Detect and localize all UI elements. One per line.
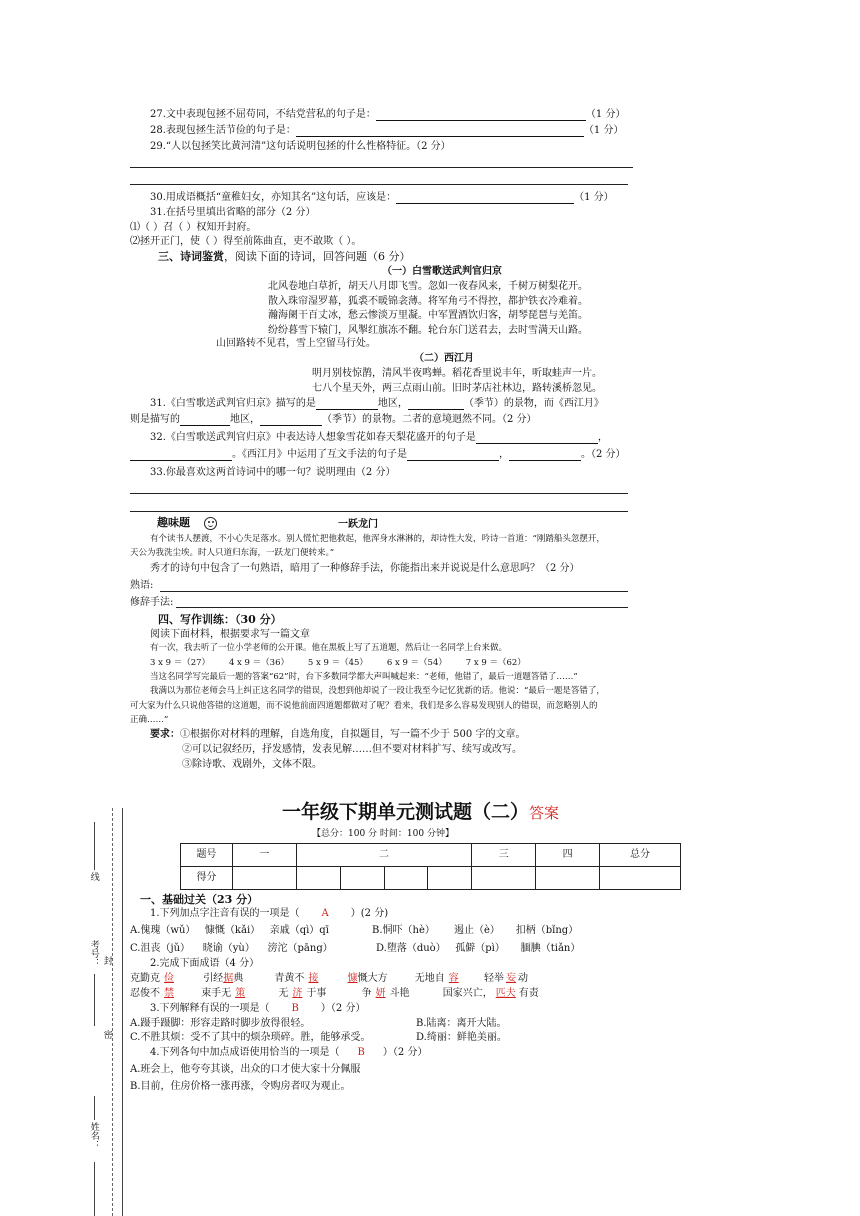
answer-meta: 【总分：100 分 时间：100 分钟】 <box>312 829 454 839</box>
writing-requirement-1: 要求：①根据你对材料的理解，自选角度，自拟题目，写一篇不少于 500 字的文章。 <box>150 729 526 740</box>
q1-option-d: D.堕落（duò） 孤僻（pì） 腼腆（tiǎn） <box>376 943 581 954</box>
answer-choice: B <box>291 1003 299 1014</box>
poetry-question-31: 31.《白雪歌送武判官归京》描写的是 地区， （季节）的景物，而《西江月》 <box>150 398 604 409</box>
answer-choice: A <box>321 908 329 919</box>
side-label-mi: 密 <box>101 1030 112 1039</box>
side-label-feng: 封 <box>101 956 112 965</box>
score-cell[interactable] <box>536 867 600 890</box>
answer-q4: 4.下列各句中加点成语使用恰当的一项是（ B ）（2 分） <box>150 1047 428 1058</box>
poem1-title: （一）白雪歌送武判官归京 <box>382 266 502 277</box>
margin-line <box>122 808 123 1216</box>
score-header: 三 <box>472 844 536 867</box>
poem-line: 纷纷暮雪下辕门，风掣红旗冻不翻。轮台东门送君去，去时雪满天山路。 <box>268 324 588 336</box>
question-27: 27.文中表现包拯不屈苟同，不结党营私的句子是： （1 分） <box>150 109 626 120</box>
poetry-question-31-cont: 则是描写的 地区， （季节）的景物。二者的意境迥然不同。（2 分） <box>130 414 537 425</box>
score-header: 题号 <box>181 844 233 867</box>
poem1-body <box>268 280 588 338</box>
q3-option-c: C.不胜其烦：受不了其中的烦杂琐碎。胜，能够承受。 <box>130 1032 371 1043</box>
answer-title: 一年级下期单元测试题（二）答案 <box>282 801 560 823</box>
idiom-answer-line[interactable] <box>160 591 628 592</box>
score-cell[interactable] <box>600 867 681 890</box>
writing-paragraph: 当这名同学写完最后一题的答案“62”时，台下多数同学都大声叫喊起来：“老师，他错了，最后一道题答错了……” <box>150 672 578 682</box>
score-cell[interactable] <box>472 867 536 890</box>
answer-blank[interactable] <box>180 415 230 426</box>
answer-blank[interactable] <box>509 450 581 461</box>
score-cell[interactable] <box>296 867 340 890</box>
writing-equations: 3 x 9 ＝（27） 4 x 9 ＝（36） 5 x 9 ＝（45） 6 x 9 ＝（54） 7 x 9 ＝（62） <box>150 658 526 668</box>
answer-blank[interactable] <box>396 193 574 204</box>
side-line <box>94 974 95 1026</box>
poem2-body <box>312 367 602 396</box>
rhetoric-answer-line[interactable] <box>176 607 628 608</box>
q3-option-d: D.绮丽：鲜艳美丽。 <box>416 1032 507 1043</box>
poetry-question-32: 32.《白雪歌送武判官归京》中表达诗人想象雪花如春天梨花盛开的句子是 ， <box>150 432 608 443</box>
question-31-item-2: ⑵拯开正门，使（ ）得至前陈曲直，吏不敢欺（ ）。 <box>130 236 362 247</box>
fun-text: 天公为我洗尘埃。时人只道归东海，一跃龙门便转来。” <box>130 548 335 558</box>
answer-q3: 3.下列解释有误的一项是（ B ）（2 分） <box>150 1003 366 1014</box>
score-header: 总分 <box>600 844 681 867</box>
side-label-kaohao: 考号： <box>88 940 99 967</box>
q1-option-c: C.沮丧（jǔ） 晓谕（yù） 滂沱（pāng） <box>130 943 333 954</box>
writing-paragraph: 正确……” <box>130 715 169 725</box>
side-label-xian: 线 <box>88 872 99 881</box>
answer-line[interactable] <box>130 493 628 494</box>
score-table <box>180 843 681 890</box>
answer-line[interactable] <box>130 167 633 168</box>
writing-heading: 四、写作训练：（30 分） <box>158 613 282 626</box>
writing-requirement-2: ②可以记叙经历，抒发感情，发表见解……但不要对材料扩写、续写或改写。 <box>182 744 522 755</box>
idiom-row-2: 忍俊不 禁 束手无 策 无 济 于事 争 妍 斗艳 国家兴亡， 匹夫 有责 <box>130 988 539 999</box>
q3-option-b: B.陆离：离开大陆。 <box>416 1018 507 1029</box>
score-header: 四 <box>536 844 600 867</box>
fun-text: 有个读书人摆渡，不小心失足落水。别人慌忙把他救起，他浑身水淋淋的，却诗性大发，吟诗一首道：“刚踏船头忽摆开， <box>150 534 605 544</box>
q4-option-b: B.目前，住房价格一涨再涨，令购房者叹为观止。 <box>130 1081 351 1092</box>
score-cell[interactable] <box>384 867 428 890</box>
score-row-label: 得分 <box>181 867 233 890</box>
poem-line: 瀚海阑干百丈冰，愁云惨淡万里凝。中军置酒饮归客，胡琴琵琶与羌笛。 <box>268 310 588 321</box>
answer-q2: 2.完成下面成语（4 分） <box>150 958 260 969</box>
fun-heading: 趣味题 <box>157 516 217 530</box>
poem-line: 散入珠帘湿罗幕，狐裘不暖锦衾薄。将军角弓不得控，都护铁衣冷难着。 <box>268 295 588 307</box>
answer-blank[interactable] <box>296 126 584 137</box>
answer-line[interactable] <box>130 511 628 512</box>
writing-paragraph: 有一次，我去听了一位小学老师的公开课。他在黑板上写了五道题，然后让一名同学上台来做。 <box>150 643 508 653</box>
fun-label-rhetoric: 修辞手法: <box>130 597 174 608</box>
q4-option-a: A.班会上，他夸夸其谈，出众的口才使大家十分佩服 <box>130 1064 361 1075</box>
writing-requirement-3: ③除诗歌、戏剧外，文体不限。 <box>182 759 322 770</box>
side-label-xingming: 姓名： <box>88 1122 99 1149</box>
question-31-item-1: ⑴（ ）召（ ）权知开封府。 <box>130 222 257 233</box>
idiom-row-1: 克勤克 俭 引经据典 青黄不 接 慷慨大方 无地自 容 轻举 妄 动 <box>130 973 528 984</box>
answer-blank[interactable] <box>376 110 586 121</box>
writing-paragraph: 我满以为那位老师会马上纠正这名同学的错误，没想到他却说了一段让我至今记忆犹新的话。他说：“最后一题是答错了， <box>150 686 605 696</box>
poetry-section: 三、诗词鉴赏，阅读下面的诗词，回答问题（6 分） <box>158 250 411 263</box>
side-line <box>94 822 95 870</box>
answer-blank[interactable] <box>407 450 499 461</box>
fun-title: 一跃龙门 <box>338 519 378 530</box>
q3-option-a: A.蹑手蹑脚：形容走路时脚步放得很轻。 <box>130 1018 311 1029</box>
poetry-question-32-cont: 。《西江月》中运用了互文手法的句子是 ， 。（2 分） <box>130 449 626 461</box>
seal-dashed-line <box>112 808 113 1216</box>
fun-label-idiom: 熟语: <box>130 580 154 591</box>
poem-line: 北风卷地白草折，胡天八月即飞雪。忽如一夜春风来，千树万树梨花开。 <box>268 281 588 292</box>
q1-option-a: A.傀瑰（wǔ） 慷慨（kǎi） 亲戚（qì）qī <box>130 925 329 936</box>
score-cell[interactable] <box>340 867 384 890</box>
answer-blank[interactable] <box>260 415 322 426</box>
answer-blank[interactable] <box>316 399 378 410</box>
answer-blank[interactable] <box>476 433 598 444</box>
score-cell[interactable] <box>232 867 296 890</box>
poem-line: 明月别枝惊鹊，清风半夜鸣蝉。稻花香里说丰年，听取蛙声一片。 <box>312 368 602 379</box>
smiley-icon <box>204 517 217 530</box>
poem-line: 七八个星天外，两三点雨山前。旧时茅店社林边，路转溪桥忽见。 <box>312 382 602 394</box>
answer-line[interactable] <box>130 184 628 185</box>
poem1-last-line: 山回路转不见君，雪上空留马行处。 <box>216 338 376 349</box>
question-29: 29.“人以包拯笑比黄河清”这句话说明包拯的什么性格特征。（2 分） <box>150 141 451 152</box>
q1-option-b: B.恫吓（hè） 遏止（è） 扣柄（bǐng） <box>372 925 579 936</box>
poem2-title: （二）西江月 <box>414 353 474 364</box>
answer-choice: B <box>357 1047 365 1058</box>
answer-q1: 1.下列加点字注音有误的一项是（ A ）(2 分) <box>150 908 389 919</box>
score-cell[interactable] <box>428 867 472 890</box>
writing-paragraph: 可大家为什么只说他答错的这道题，而不说他前面四道题都做对了呢？看来，我们是多么容易发现别人的错误，而忽略别人的 <box>130 701 598 711</box>
answer-blank[interactable] <box>130 450 232 461</box>
question-30: 30.用成语概括“童稚妇女，亦知其名”这句话，应该是： （1 分） <box>150 192 614 203</box>
question-28: 28.表现包拯生活节俭的句子是： （1 分） <box>150 125 624 136</box>
score-header: 二 <box>296 844 472 867</box>
side-line <box>94 1096 95 1120</box>
score-header: 一 <box>232 844 296 867</box>
poetry-question-33: 33.你最喜欢这两首诗词中的哪一句？说明理由（2 分） <box>150 467 396 478</box>
side-line <box>94 1162 95 1216</box>
section-basics: 一、基础过关（23 分） <box>140 893 259 906</box>
writing-intro: 阅读下面材料，根据要求写一篇文章 <box>150 629 310 640</box>
fun-question: 秀才的诗句中包含了一句熟语，暗用了一种修辞手法，你能指出来并说说是什么意思吗？（2 分） <box>150 563 580 574</box>
question-31: 31.在括号里填出省略的部分（2 分） <box>150 207 316 218</box>
answer-blank[interactable] <box>408 399 464 410</box>
